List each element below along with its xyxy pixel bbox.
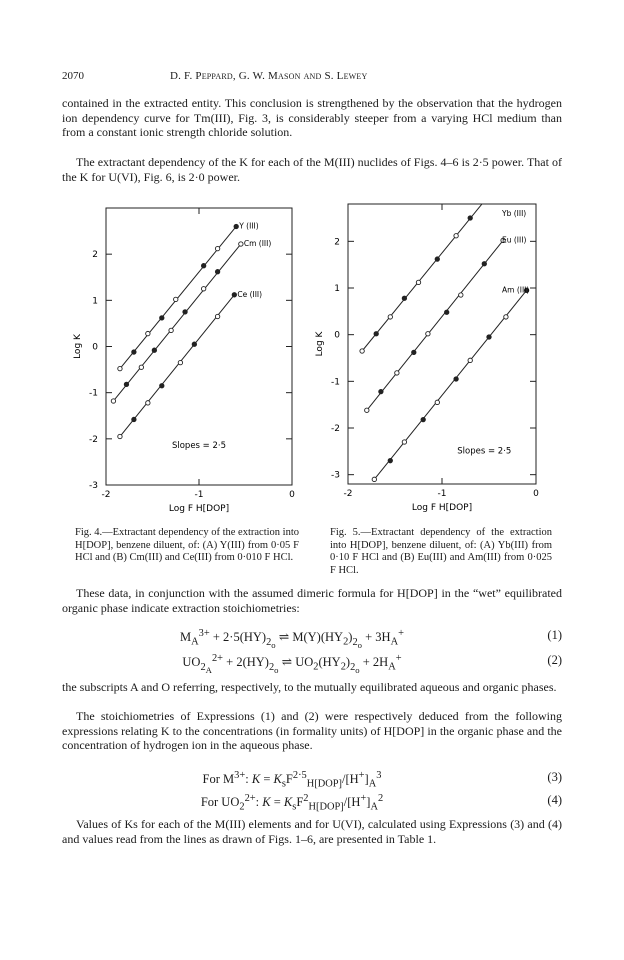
equation-1 <box>62 628 562 650</box>
data-point <box>215 270 219 274</box>
data-point <box>421 417 425 421</box>
data-point <box>232 293 236 297</box>
data-point <box>388 315 392 319</box>
data-point <box>234 224 238 228</box>
data-point <box>201 264 205 268</box>
series-line <box>367 240 503 410</box>
data-point <box>118 434 122 438</box>
series-line <box>362 192 522 351</box>
equation-2-number: (2) <box>547 653 562 667</box>
data-point <box>395 371 399 375</box>
y-tick-label: -3 <box>331 470 340 481</box>
data-point <box>169 328 173 332</box>
data-point <box>402 440 406 444</box>
y-tick-label: 0 <box>334 330 340 341</box>
data-point <box>146 331 150 335</box>
data-point <box>118 366 122 370</box>
slopes-annotation: Slopes = 2·5 <box>171 441 227 452</box>
data-point <box>372 477 376 481</box>
paragraph-2: The extractant dependency of the K for each of the M(III) nuclides of Figs. 4–6 is 2·5 power. That of the K for U(VI), Fig. 6, is 2·0 power. <box>62 155 562 184</box>
equation-3 <box>62 770 562 788</box>
equation-4-number: (4) <box>547 793 562 807</box>
equation-2-body: $UO_{2_A}^{2+} + 2(HY)_{2_o}$ ⇌ $UO_2(HY_2)_{2_o} + 2H_A^+$ <box>182 653 402 675</box>
y-axis-label: Log K <box>73 334 83 359</box>
data-point <box>435 400 439 404</box>
x-tick-label: 0 <box>289 490 295 500</box>
y-tick-label: -3 <box>89 481 98 491</box>
data-point <box>132 350 136 354</box>
y-tick-label: 0 <box>92 342 98 353</box>
paragraph-6: Values of Ks for each of the M(III) elements and for U(VI), calculated using Expressions (3) and (4) and values read from the lines as drawn of Figs. 1–6, are presented in Table 1. <box>62 817 562 846</box>
data-point <box>454 234 458 238</box>
data-point <box>201 287 205 291</box>
equation-3-body: For $M^{3+}$: $K = K_sF^{2\cdot 5}_{H[DOP]}/[H^+]_A^3$ <box>202 770 382 790</box>
series-group <box>111 242 243 403</box>
series-label: Eu (III) <box>502 235 527 245</box>
data-point <box>139 365 143 369</box>
series-label: Am (III) <box>502 285 530 295</box>
series-label: Cm (III) <box>243 239 272 249</box>
running-header <box>62 70 562 84</box>
paragraph-3: These data, in conjunction with the assumed dimeric formula for H[DOP] in the “wet” equilibrated organic phase indicate extraction stoichiometries: <box>62 586 562 615</box>
data-point <box>487 335 491 339</box>
data-point <box>374 332 378 336</box>
series-group <box>365 238 506 412</box>
y-tick-label: 2 <box>334 237 340 248</box>
series-group <box>118 224 239 371</box>
figure-5-caption: Fig. 5.—Extractant dependency of the extraction into H[DOP], benzene diluent, of: (A) Yb(III) from 0·10 F HCl and (B) Eu(III) and Am(III) from 0·025 F HCl. <box>330 527 552 576</box>
y-tick-label: -2 <box>331 424 340 434</box>
x-tick-label: -1 <box>194 490 204 500</box>
equation-4-body: For $UO_2^{2+}$: $K = K_sF^2_{H[DOP]}/[H^+]_A^2$ <box>200 793 384 813</box>
series-group <box>118 293 237 439</box>
series-group <box>360 192 522 353</box>
data-point <box>132 417 136 421</box>
data-point <box>360 349 364 353</box>
x-tick-label: -1 <box>437 489 447 499</box>
paragraph-4: the subscripts A and O referring, respectively, to the mutually equilibrated aqueous and organic phases. <box>62 680 557 694</box>
data-point <box>215 314 219 318</box>
page-number: 2070 <box>62 70 84 82</box>
equation-2 <box>62 653 562 675</box>
data-point <box>435 257 439 261</box>
data-point <box>426 332 430 336</box>
equation-4 <box>62 793 562 811</box>
data-point <box>416 280 420 284</box>
equation-3-number: (3) <box>547 770 562 784</box>
series-label: Y (III) <box>239 221 259 231</box>
slopes-annotation: Slopes = 2·5 <box>457 446 512 457</box>
data-point <box>160 384 164 388</box>
y-tick-label: -2 <box>89 434 98 445</box>
y-tick-label: 1 <box>334 284 340 294</box>
data-point <box>124 382 128 386</box>
x-axis-label: Log F H[DOP] <box>168 504 230 514</box>
data-point <box>192 342 196 346</box>
y-tick-label: -1 <box>89 388 98 399</box>
data-point <box>239 242 243 246</box>
data-point <box>445 310 449 314</box>
data-point <box>412 350 416 354</box>
data-point <box>160 316 164 320</box>
x-tick-label: 0 <box>533 489 539 499</box>
x-tick-label: -2 <box>101 490 111 500</box>
series-line <box>113 244 240 401</box>
y-tick-label: 1 <box>92 296 98 307</box>
figure-4-caption: Fig. 4.—Extractant dependency of the extraction into H[DOP], benzene diluent, of: (A) Y(III) from 0·05 F HCl and (B) Cm(III) and Ce(III) from 0·010 F HCl. <box>75 527 299 563</box>
equation-1-body: $M_A^{3+} + 2\cdot 5(HY)_{2_o}$ ⇌ $M(Y)(HY_2)_{2_o} + 3H_A^+$ <box>180 628 404 650</box>
data-point <box>459 293 463 297</box>
series-label: Yb (III) <box>502 209 527 218</box>
data-point <box>468 358 472 362</box>
data-point <box>174 297 178 301</box>
equation-1-number: (1) <box>547 628 562 642</box>
series-label: Ce (III) <box>237 289 263 299</box>
data-point <box>468 216 472 220</box>
data-point <box>504 315 508 319</box>
data-point <box>379 389 383 393</box>
paragraph-5: The stoichiometries of Expressions (1) and (2) were respectively deduced from the following expressions relating K to the concentrations (in formality units) of H[DOP] in the organic phase and the concentration of hydrogen ion in the aqueous phase. <box>62 709 562 752</box>
data-point <box>215 246 219 250</box>
x-axis-label: Log F H[DOP] <box>411 503 473 513</box>
data-point <box>111 399 115 403</box>
figure-5-chart <box>308 192 563 518</box>
data-point <box>178 360 182 364</box>
data-point <box>146 401 150 405</box>
y-tick-label: -1 <box>331 377 340 388</box>
x-tick-label: -2 <box>343 489 353 499</box>
data-point <box>402 296 406 300</box>
running-head-authors: D. F. Peppard, G. W. Mason and S. Lewey <box>170 70 368 82</box>
data-point <box>388 458 392 462</box>
data-point <box>365 408 369 412</box>
y-tick-label: 2 <box>92 250 98 261</box>
y-axis-label: Log K <box>315 331 325 357</box>
figure-4-chart <box>60 196 315 518</box>
data-point <box>152 348 156 352</box>
data-point <box>482 262 486 266</box>
paragraph-1: contained in the extracted entity. This conclusion is strengthened by the observation that the hydrogen ion dependency curve for Tm(III), Fig. 3, is considerably steeper from a varying HCl medium than from a constant ionic strength chloride solution. <box>62 96 562 139</box>
data-point <box>454 377 458 381</box>
plot-frame <box>348 204 536 484</box>
data-point <box>183 310 187 314</box>
